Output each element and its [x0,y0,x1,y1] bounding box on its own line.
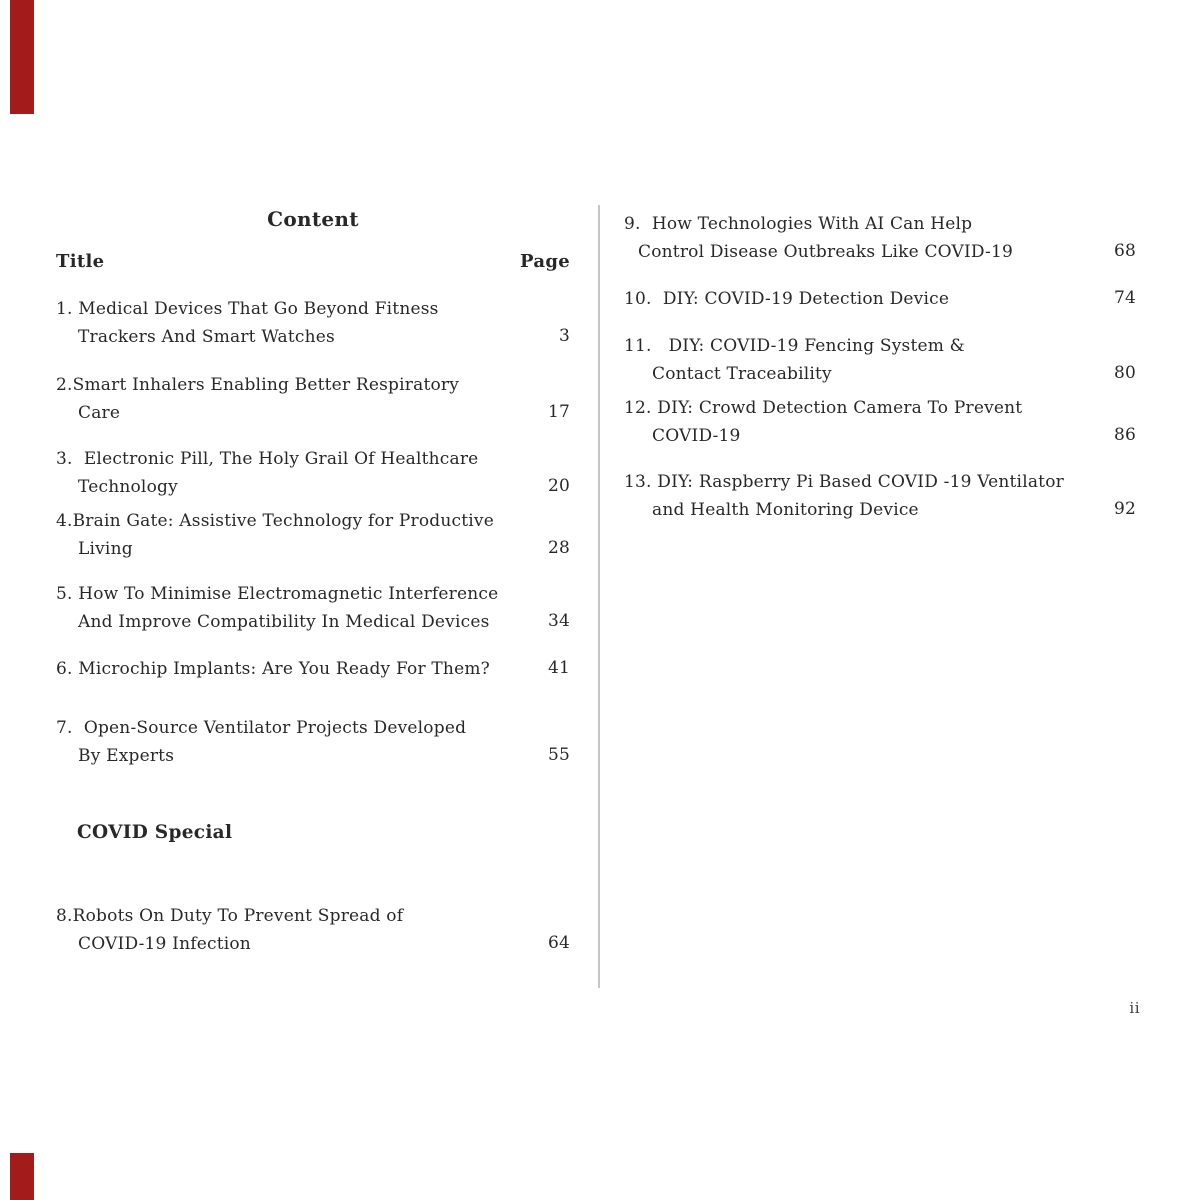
toc-entry-1 [56,295,570,351]
toc-entry-title-line: 1. Medical Devices That Go Beyond Fitness [56,299,439,319]
toc-entry-title-line: And Improve Compatibility In Medical Devices [78,612,490,632]
toc-entry-title-line: Technology [78,477,178,497]
toc-entry-13 [624,468,1136,524]
toc-entry-title-line: 4.Brain Gate: Assistive Technology for Productive [56,511,494,531]
spine-accent-bottom [10,1153,34,1200]
toc-entry-10 [624,285,1136,313]
toc-entry-title-line: Contact Traceability [652,364,832,384]
toc-entry-page-number: 20 [547,476,570,496]
toc-entry-page-number: 34 [547,611,570,631]
toc-entry-title-line: 5. How To Minimise Electromagnetic Interference [56,584,499,604]
toc-entry-title-line: Living [78,539,133,559]
toc-entry-title-line: 12. DIY: Crowd Detection Camera To Prevent [624,398,1023,418]
toc-entry-3 [56,445,570,501]
toc-entry-title-line: 3. Electronic Pill, The Holy Grail Of Healthcare [56,449,479,469]
toc-entry-page-number: 86 [1113,425,1136,445]
toc-entry-title-line: Control Disease Outbreaks Like COVID-19 [638,242,1014,262]
toc-entry-page-number: 55 [547,745,570,765]
covid-special-section-heading: COVID Special [77,822,233,843]
toc-entry-7 [56,714,570,770]
toc-entry-9 [624,210,1136,266]
column-header-title: Title [56,251,105,272]
column-divider [598,205,600,988]
toc-entry-5 [56,580,570,636]
toc-entry-4 [56,507,570,563]
toc-entry-page-number: 41 [547,658,570,678]
toc-entry-title-line: COVID-19 [652,426,741,446]
spine-accent-top [10,0,34,114]
toc-entry-6 [56,655,570,683]
toc-entry-title-line: 9. How Technologies With AI Can Help [624,214,973,234]
toc-entry-title-line: COVID-19 Infection [78,934,251,954]
toc-entry-page-number: 64 [547,933,570,953]
toc-entry-page-number: 68 [1113,241,1136,261]
toc-entry-title-line: 2.Smart Inhalers Enabling Better Respiratory [56,375,460,395]
toc-entry-title-line: 11. DIY: COVID-19 Fencing System & [624,336,965,356]
toc-entry-page-number: 80 [1113,363,1136,383]
toc-entry-page-number: 17 [547,402,570,422]
toc-entry-title-line: Care [78,403,121,423]
toc-entry-page-number: 3 [558,326,570,346]
toc-entry-page-number: 92 [1113,499,1136,519]
toc-right-column [624,0,1136,1200]
toc-entry-11 [624,332,1136,388]
toc-entry-2 [56,371,570,427]
toc-entry-title-line: 10. DIY: COVID-19 Detection Device [624,289,950,309]
toc-entry-title-line: By Experts [78,746,175,766]
toc-entry-title-line: 8.Robots On Duty To Prevent Spread of [56,906,404,926]
toc-entry-8 [56,902,570,958]
content-heading: Content [267,207,359,231]
toc-entry-title-line: Trackers And Smart Watches [78,327,335,347]
toc-entry-title-line: 6. Microchip Implants: Are You Ready For Them? [56,659,490,679]
toc-entry-12 [624,394,1136,450]
toc-left-column [56,0,570,1200]
toc-entry-page-number: 74 [1113,288,1136,308]
column-header-page: Page [520,251,570,272]
toc-entry-title-line: 13. DIY: Raspberry Pi Based COVID -19 Ventilator [624,472,1064,492]
toc-entry-page-number: 28 [547,538,570,558]
page-folio-number: ii [1129,999,1140,1017]
toc-entry-title-line: and Health Monitoring Device [652,500,919,520]
toc-entry-title-line: 7. Open-Source Ventilator Projects Developed [56,718,467,738]
